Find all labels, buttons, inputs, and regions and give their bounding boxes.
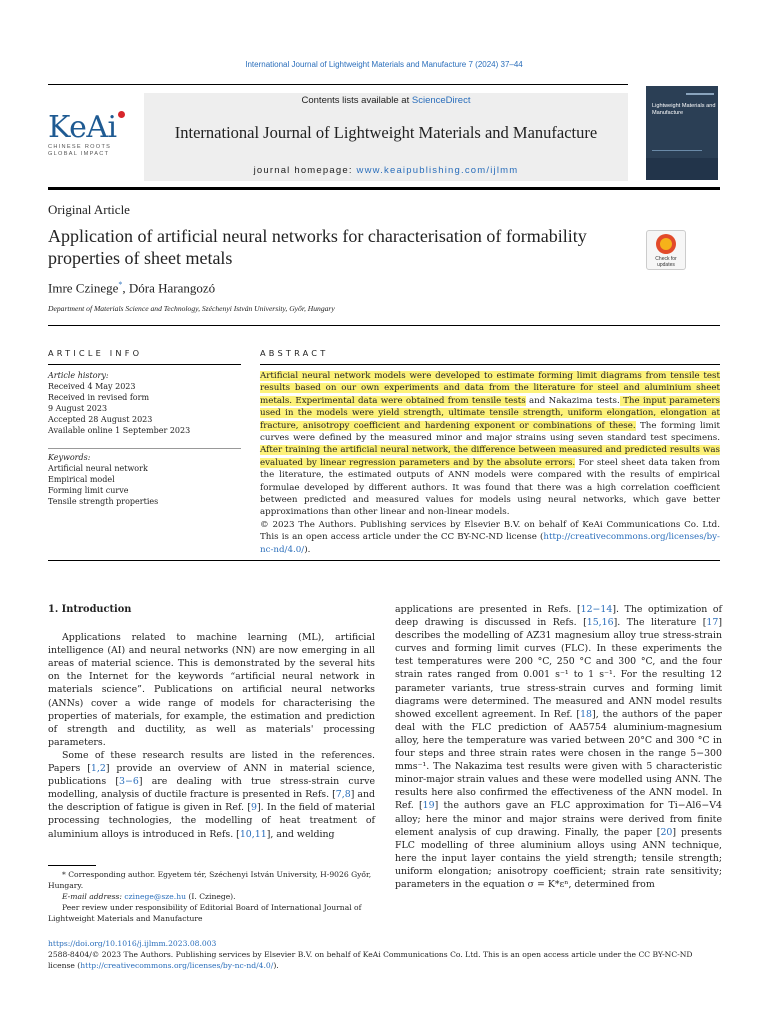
header-rule [48, 187, 720, 190]
license-end: ). [304, 544, 311, 555]
keywords [48, 452, 248, 507]
abstract-license [260, 519, 720, 556]
ref-link[interactable]: 9 [250, 802, 257, 814]
text-span: ] and the description of fatigue is given in Ref. [ [48, 789, 375, 814]
homepage-line [144, 165, 628, 176]
abstract-bottom-rule [48, 560, 720, 561]
contents-line [144, 95, 628, 106]
running-head[interactable]: International Journal of Lightweight Materials and Manufacture 7 (2024) 37–44 [245, 60, 523, 69]
text-span: ]. In the field of material processing technologies, the modelling of heat treatment of aluminium alloys is introduced in Refs. [ [48, 802, 375, 840]
mid-rule [48, 325, 720, 326]
text-span: Some of these research results are listed in the references. Papers [ [48, 749, 375, 775]
introduction-heading: 1. Introduction [48, 604, 132, 615]
footnote-rule [48, 865, 96, 866]
body-column-right [395, 603, 722, 891]
sciencedirect-link[interactable]: ScienceDirect [411, 95, 471, 106]
copyright-line [48, 949, 720, 971]
contents-prefix: Contents lists available at [301, 95, 412, 106]
history-item: Accepted 28 August 2023 [48, 415, 153, 424]
intro-paragraph-1: Applications related to machine learning (ML), artificial intelligence (AI) and neural networks (NN) are now emerging in all areas of material science. This is demonstrated by the several hits on the Internet for the keywords “artificial neural network in materials science”. Publications on artificial neural networks (ANNs) cover a wide range of models for characterising the properties of materials, for example, the estimation and prediction of strength and ductility, as well as materials' processing parameters. [48, 632, 375, 748]
abstract-text-3: For steel sheet data taken from the literature, the estimated outputs of ANN models were compared with the results of empirical formulae developed by different authors. It was found that there was a high correlation coefficient between predicted and measured values for models using neural networks, which gave better approximations than other linear and non-linear models. [260, 457, 721, 518]
email-note [48, 891, 375, 902]
corresponding-author-note: * Corresponding author. Egyetem tér, Széchenyi István University, H-9026 Győr, Hungary. [48, 870, 372, 890]
crossmark-label [647, 256, 685, 268]
abstract-highlight-2[interactable]: The input parameters used in the models were yield strength, ultimate tensile strength, uniform elongation, elongation at fracture, anisotropy coefficient and hardening exponent or combinations of these. [260, 395, 720, 431]
ref-link[interactable]: 10,11 [239, 828, 267, 840]
text-span: ] are dealing with true stress-strain curve modelling, analysis of ductile fracture is presented in Refs. [ [48, 776, 375, 801]
cover-stripe [652, 150, 702, 151]
keyword-item: Tensile strength properties [48, 497, 159, 506]
email-link[interactable]: czinege@sze.hu [124, 892, 186, 901]
history-item: Available online 1 September 2023 [48, 426, 191, 435]
history-label: Article history: [48, 371, 109, 380]
article-title: Application of artificial neural networks for characterisation of formability properties of sheet metals [48, 226, 587, 268]
journal-banner [144, 93, 628, 181]
history-item: Received 4 May 2023 [48, 382, 136, 391]
ref-link[interactable]: 3−6 [119, 776, 139, 788]
keai-logo-dot-icon [118, 111, 125, 118]
author-separator: , [122, 280, 129, 296]
license-text: © 2023 The Authors. Publishing services by Elsevier B.V. on behalf of KeAi Communications Co. Ltd. This is an open access article under the CC BY-NC-ND license ( [260, 519, 720, 543]
body-column-left [48, 603, 375, 841]
text-span: ]. The literature [ [613, 617, 707, 629]
doi-link[interactable]: https://doi.org/10.1016/j.ijlmm.2023.08.003 [48, 939, 217, 948]
footer-license-link[interactable]: http://creativecommons.org/licenses/by-nc-nd/4.0/ [80, 961, 274, 970]
text-span: ] presents FLC modelling of three aluminium alloys using ANN technique, here the input layer contains the yield strength; tensile strength; uniform elongation; anisotropy coefficient; strain rate sensitivity; parameters in the equation σ = K*εⁿ, determined from [395, 826, 722, 890]
ref-link[interactable]: 17 [706, 617, 719, 629]
author-1[interactable]: Imre Czinege [48, 280, 119, 296]
keai-brand: KeAi [48, 110, 117, 145]
copyright-text: 2588-8404/© 2023 The Authors. Publishing services by Elsevier B.V. on behalf of KeAi Communications Co. Ltd. This is an open access article under the CC BY-NC-ND license ( [48, 950, 693, 970]
abstract-heading: ABSTRACT [260, 348, 329, 358]
journal-cover-thumbnail[interactable] [646, 86, 718, 180]
peer-review-note: Peer review under responsibility of Editorial Board of International Journal of Lightweight Materials and Manufacture [48, 903, 362, 923]
ref-link[interactable]: 1,2 [90, 763, 106, 775]
history-item: 9 August 2023 [48, 404, 108, 413]
keywords-label: Keywords: [48, 453, 91, 462]
ref-link[interactable]: 19 [422, 800, 435, 812]
keai-logo[interactable] [48, 112, 138, 158]
crossmark-label-2: updates [657, 262, 675, 268]
text-span: applications are presented in Refs. [ [395, 604, 581, 615]
footer-license-end: ). [273, 961, 279, 970]
keyword-item: Artificial neural network [48, 464, 148, 473]
text-span: ]. The optimization of deep drawing is discussed in Refs. [ [395, 604, 722, 629]
intro-paragraph-2 [48, 749, 375, 841]
cover-top-mark [686, 93, 714, 95]
abstract-text-1: and Nakazima tests. [525, 395, 620, 406]
article-info-rule [48, 364, 241, 365]
ref-link[interactable]: 18 [580, 708, 593, 720]
cc-license-link[interactable]: http://creativecommons.org/licenses/by-nc-nd/4.0/ [260, 532, 720, 555]
abstract-text-2: The forming limit curves were defined by the measured minor and major strains using seven standard test specimens. [260, 420, 721, 444]
email-label: E-mail address: [62, 892, 125, 901]
text-span: ] the authors gave an FLC approximation for Ti−Al6−V4 alloy; here the minor and major strains were derived from finite element analysis of cup drawing. Finally, the paper [ [395, 800, 722, 838]
ref-link[interactable]: 12−14 [580, 604, 613, 615]
corresponding-author-mark[interactable]: * [118, 280, 123, 289]
abstract-highlight-3[interactable]: After training the artificial neural network, the difference between measured and predicted results was evaluated by linear regression parameters and by the absolute errors. [260, 445, 720, 468]
top-rule [48, 84, 628, 85]
cover-title: Lightweight Materials and Manufacture [652, 103, 716, 116]
crossmark-icon-inner [660, 238, 672, 250]
keyword-item: Empirical model [48, 475, 115, 484]
keyword-item: Forming limit curve [48, 486, 129, 495]
ref-link[interactable]: 20 [660, 826, 673, 838]
cover-band [646, 158, 718, 180]
ref-link[interactable]: 7,8 [335, 789, 351, 801]
check-for-updates-button[interactable] [646, 230, 686, 270]
author-2[interactable]: Dóra Harangozó [128, 280, 216, 296]
article-info-divider [48, 448, 241, 449]
journal-title: International Journal of Lightweight Materials and Manufacture [174, 123, 598, 142]
text-span: ], the authors of the paper deal with the FLC prediction of AA5754 aluminium-magnesium alloy, here the temperature was varied between 20°C and 300 °C in four steps and three strain rates were chosen in the range 5−300 mms⁻¹. The Nakazima test results were given with 5 characteristic minor-major strain values and these were modelled using ANN. The results here also confirmed the effectiveness of the ANN model. In Ref. [ [395, 708, 722, 812]
authors [48, 280, 215, 296]
intro-paragraph-2-continued [395, 603, 722, 891]
history-item: Received in revised form [48, 393, 150, 402]
article-type: Original Article [48, 202, 130, 217]
affiliation: Department of Materials Science and Technology, Széchenyi István University, Győr, Hungary [48, 304, 335, 313]
email-suffix: (I. Czinege). [186, 892, 236, 901]
crossmark-label-1: Check for [655, 256, 677, 262]
article-info-heading: ARTICLE INFO [48, 348, 143, 358]
journal-homepage-link[interactable]: www.keaipublishing.com/ijlmm [356, 165, 519, 176]
keai-tagline-1: CHINESE ROOTS [48, 144, 112, 150]
homepage-prefix: journal homepage: [253, 165, 357, 176]
article-history [48, 370, 248, 436]
ref-link[interactable]: 15,16 [586, 617, 614, 629]
keai-tagline-2: GLOBAL IMPACT [48, 151, 110, 157]
abstract-rule [260, 364, 720, 365]
text-span: ] provide an overview of ANN in material science, publications [ [48, 763, 375, 788]
abstract-highlight-1[interactable]: Artificial neural network models were developed to estimate forming limit diagrams from tensile test results based on our own experiments and data from the literature for steel and aluminium sheet metals. Experimental data were obtained from tensile tests [260, 371, 720, 406]
doi-block [48, 938, 720, 971]
text-span: ] describes the modelling of AZ31 magnesium alloy true stress-strain curves and forming limit curves (FLC). In these experiments the test temperatures were 200 °C, 250 °C and 300 °C, and the four strain rates ranged from 0.001 s⁻¹ to 1 s⁻¹. For the resulting 12 parameter variants, true stress-strain curves and forming limit diagrams were determined. The measured and ANN model results showed excellent agreement. In Ref. [ [395, 617, 722, 720]
footnotes [48, 869, 375, 924]
text-span: ], and welding [266, 828, 335, 840]
abstract-text [260, 370, 720, 556]
